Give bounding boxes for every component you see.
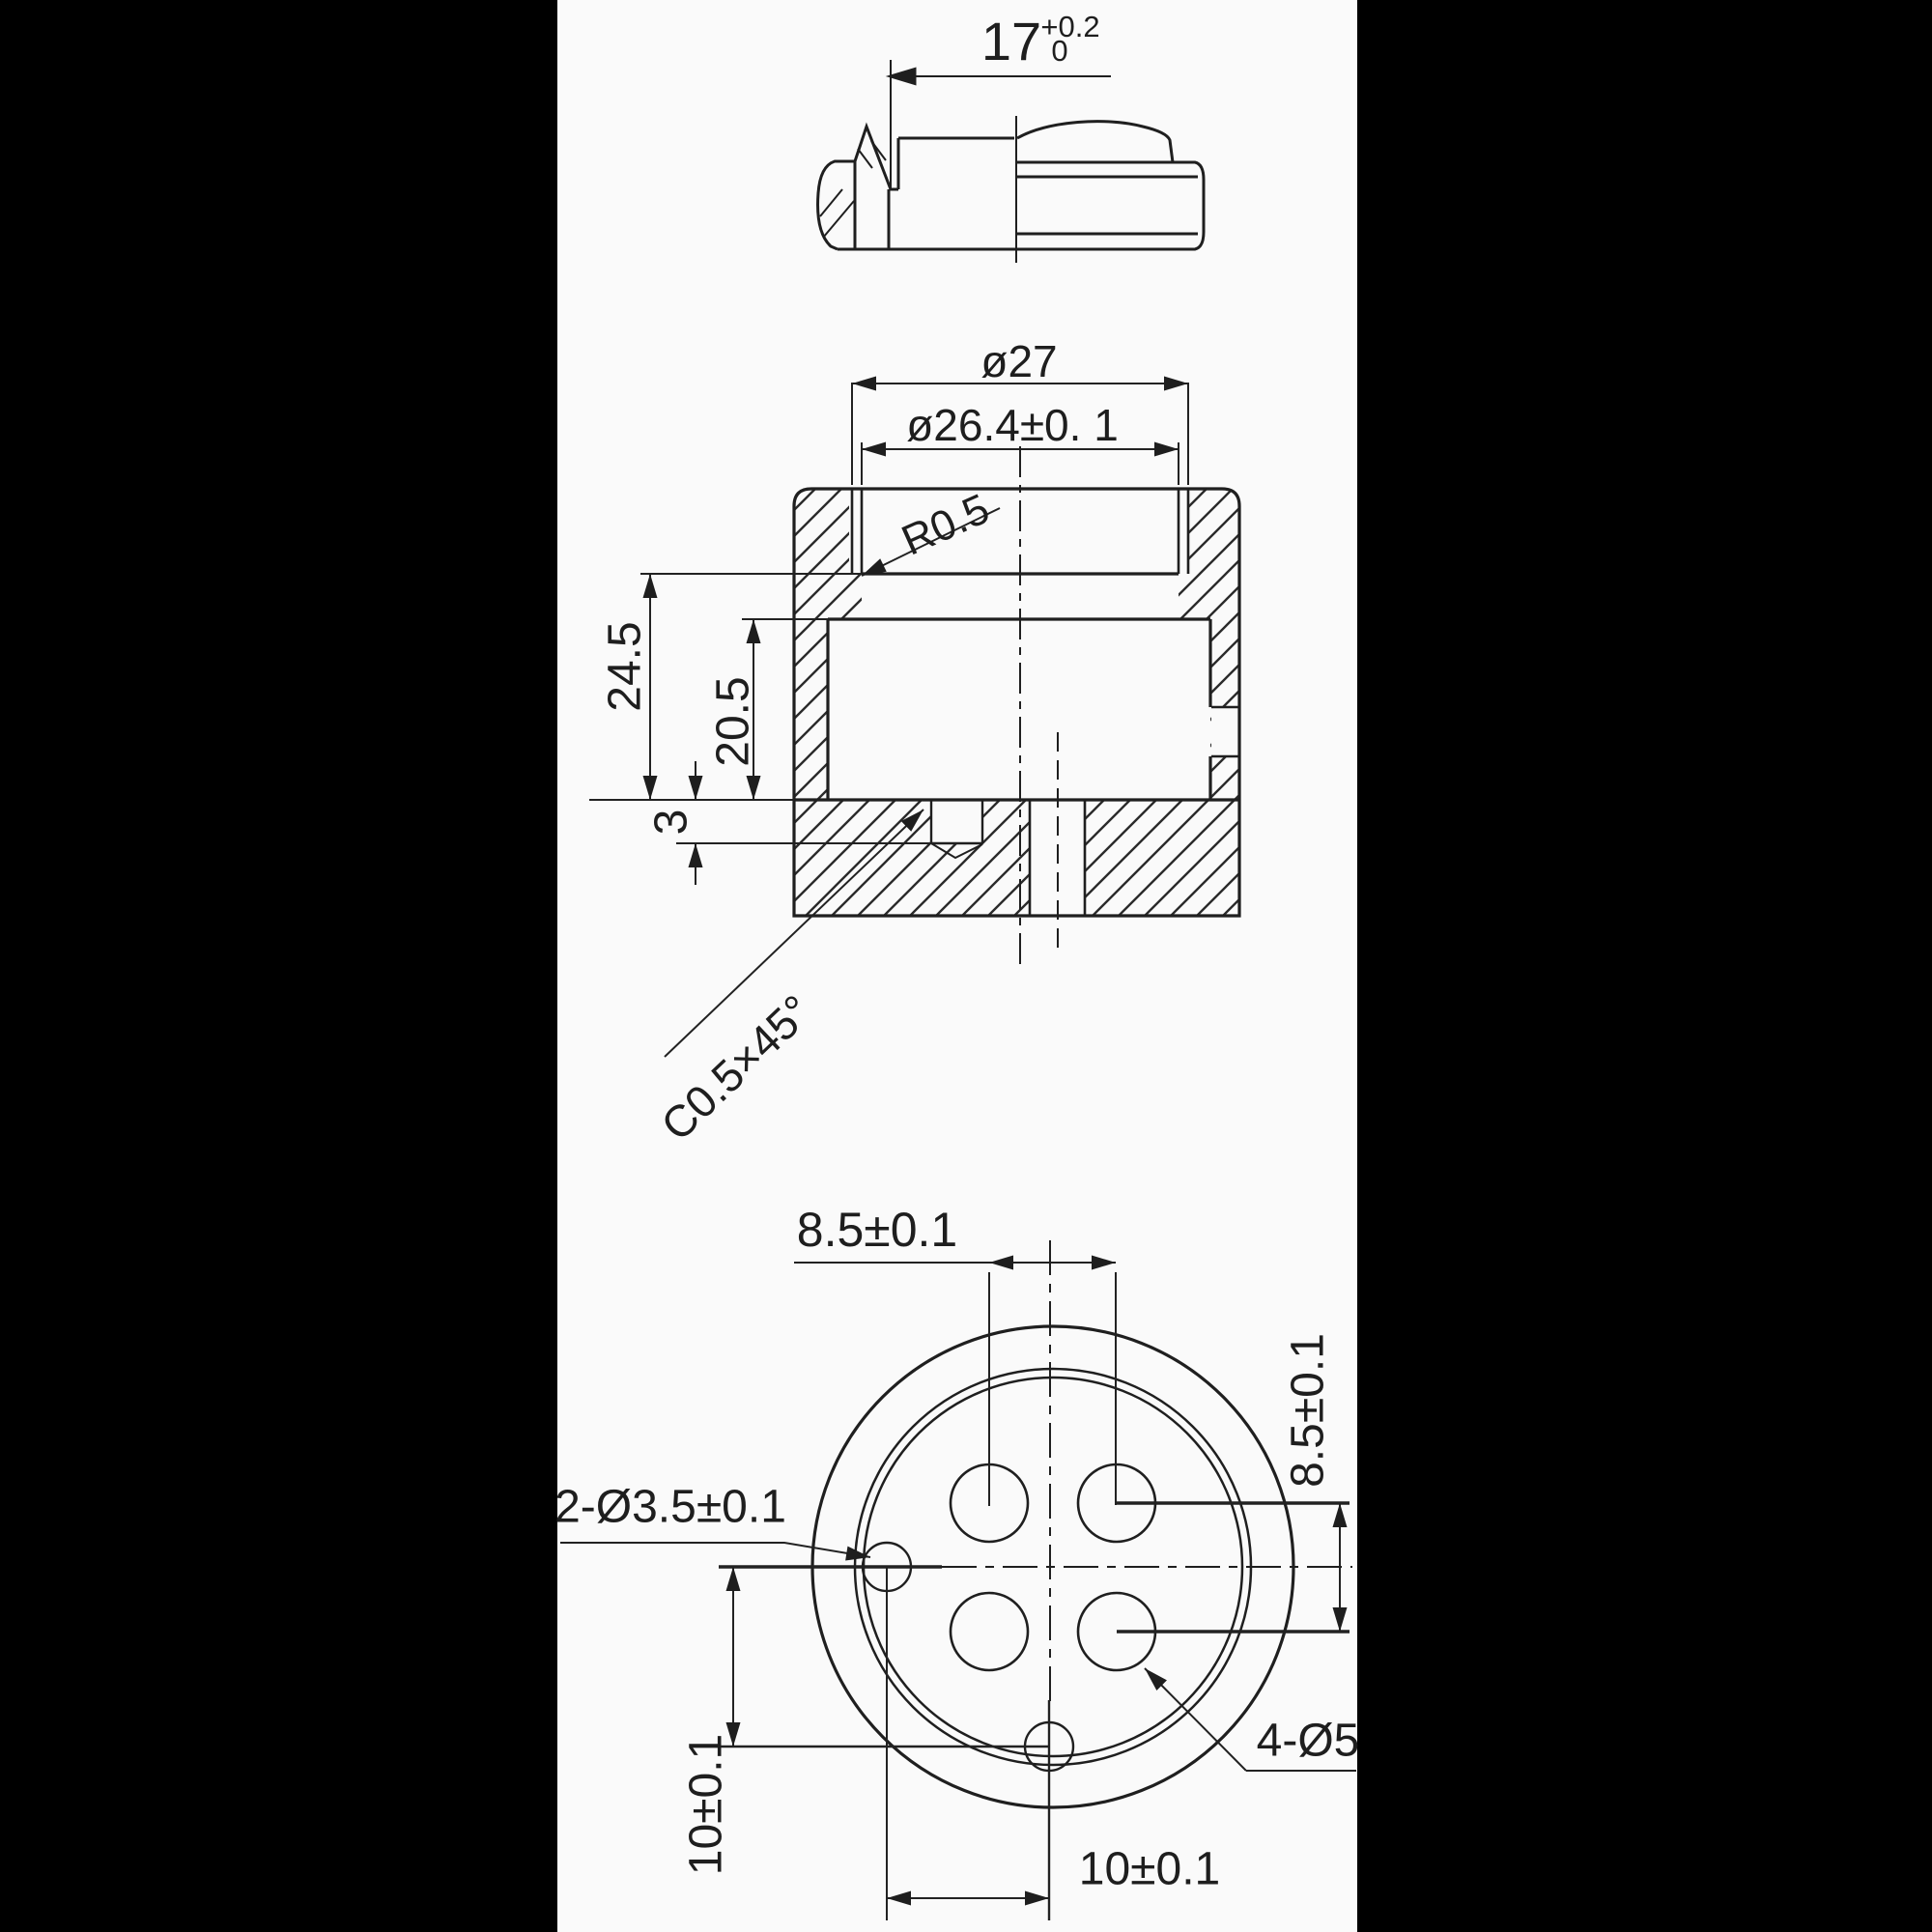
section-depth-cavity-label: 20.5: [707, 676, 759, 767]
face-pin-holes-label: 4-Ø5: [1256, 1715, 1360, 1767]
section-radius-label: R0.5: [895, 485, 997, 565]
side-dim-17-tol-lower: 0: [1051, 34, 1068, 69]
face-pitch-top-label: 8.5±0.1: [796, 1203, 958, 1258]
face-offset-left-label: 10±0.1: [680, 1733, 732, 1876]
face-pitch-right-label: 8.5±0.1: [1282, 1333, 1334, 1488]
side-dim-17-arrow: [891, 70, 915, 84]
section-depth-total-label: 24.5: [599, 621, 651, 712]
section-step-label: 3: [645, 809, 697, 836]
face-view: [560, 1240, 1356, 1920]
face-offset-bottom-label: 10±0.1: [1078, 1843, 1221, 1895]
side-dim-17-label: 17: [980, 10, 1042, 71]
side-body-chamfer-lines: [1016, 177, 1198, 234]
section-bore-dia-label: ø26.4±0. 1: [906, 400, 1119, 451]
face-small-holes-label: 2-Ø3.5±0.1: [554, 1481, 786, 1533]
section-view: [589, 377, 1240, 1058]
side-cap-texture: [820, 141, 886, 238]
side-dim-17-tol-upper: +0.2: [1040, 10, 1100, 44]
face-dims: [560, 1263, 1356, 1920]
side-dim-17: [891, 60, 1111, 189]
face-pin-hole-bottom-left: [951, 1593, 1028, 1670]
side-dome: [1017, 122, 1173, 162]
side-view: [818, 60, 1204, 263]
section-chamfer-label: C0.5×45°: [651, 984, 822, 1151]
side-crimp-tab: [855, 127, 1014, 189]
section-outer-dia-label: ø27: [980, 336, 1058, 387]
